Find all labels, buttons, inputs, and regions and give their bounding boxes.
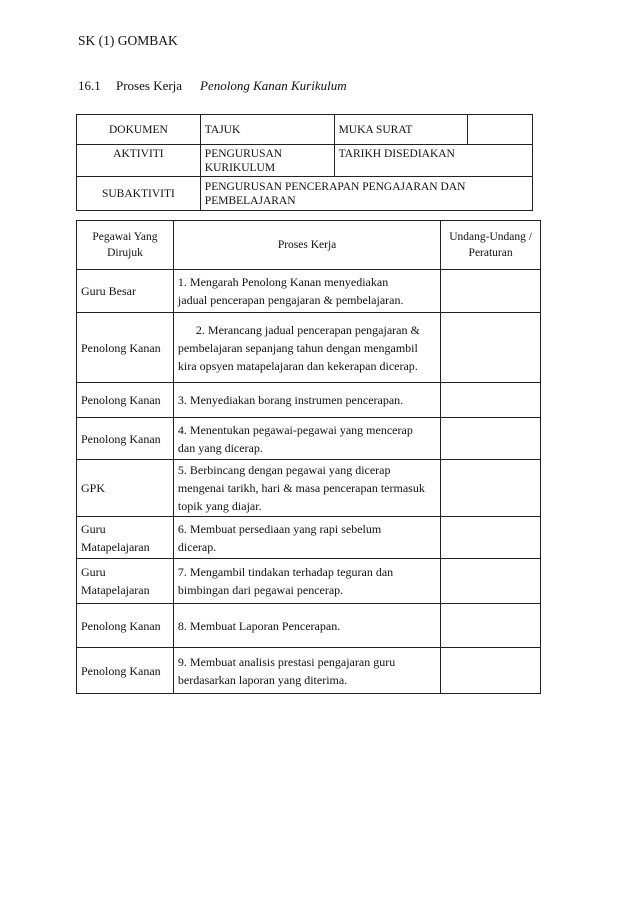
law-cell [441,460,541,517]
table-row [77,648,541,694]
step-continuation: berdasarkan laporan yang diterima. [177,672,348,687]
process-cell [173,383,440,418]
process-cell [173,460,440,517]
law-cell [441,383,541,418]
officer-cell: Guru Matapelajaran [77,517,174,559]
document-label: DOKUMEN [77,115,201,145]
process-cell [173,313,440,383]
officer-cell: Penolong Kanan [77,648,174,694]
table-row [77,383,541,418]
table-row [77,270,541,313]
step-continuation: dicerap. [177,539,217,554]
table-row [77,517,541,559]
step-continuation: pembelajaran sepanjang tahun dengan mengambil kira opsyen matapelajaran dan kekerapan dicerap. [177,340,418,373]
step-continuation: jadual pencerapan pengajaran & pembelajaran. [177,293,404,307]
officer-cell: Penolong Kanan [77,313,174,383]
section-number: 16.1 [78,78,101,93]
process-cell [173,270,440,313]
document-info-table [76,114,533,211]
subactivity-value: PENGURUSAN PENCERAPAN PENGAJARAN DAN PEMBELAJARAN [200,177,532,211]
step-text: 9. Membuat analisis prestasi pengajaran guru [177,654,396,669]
officer-cell: Guru Matapelajaran [77,559,174,604]
page-header: SK (1) GOMBAK [78,33,178,48]
subactivity-label: SUBAKTIVITI [77,177,201,211]
law-cell [441,418,541,460]
title-label: TAJUK [200,115,334,145]
process-cell [173,648,440,694]
process-cell [173,517,440,559]
officer-cell: GPK [77,460,174,517]
section-label: Proses Kerja [116,78,183,93]
step-text: 3. Menyediakan borang instrumen pencerapan. [177,393,404,407]
law-cell [441,648,541,694]
step-text: 4. Menentukan pegawai-pegawai yang mencerap [177,422,413,437]
step-text: 2. Merancang jadual pencerapan pengajaran & [195,322,420,337]
law-header: Undang-Undang / Peraturan [441,221,541,270]
activity-value: PENGURUSAN KURIKULUM [200,145,334,177]
table-row [77,604,541,648]
process-header: Proses Kerja [173,221,440,270]
process-table-header [77,221,541,270]
table-row [77,418,541,460]
page-label: MUKA SURAT [334,115,468,145]
activity-row [77,145,533,177]
page-value [468,115,533,145]
officer-cell: Guru Besar [77,270,174,313]
table-row [77,559,541,604]
table-row [77,460,541,517]
law-cell [441,270,541,313]
step-continuation: bimbingan dari pegawai pencerap. [177,583,344,597]
law-cell [441,517,541,559]
law-cell [441,559,541,604]
section-title: Penolong Kanan Kurikulum [200,78,347,93]
officer-header: Pegawai Yang Dirujuk [77,221,174,270]
document-row [77,115,533,145]
prepared-date-label: TARIKH DISEDIAKAN [334,145,532,177]
process-cell [173,604,440,648]
officer-cell: Penolong Kanan [77,383,174,418]
process-table [76,220,541,694]
law-cell [441,313,541,383]
step-text: 6. Membuat persediaan yang rapi sebelum [177,521,382,536]
activity-label: AKTIVITI [77,145,201,177]
step-text: 8. Membuat Laporan Pencerapan. [177,618,341,633]
process-cell [173,559,440,604]
step-text: 5. Berbincang dengan pegawai yang dicerap [177,463,391,477]
step-continuation: dan yang dicerap. [177,440,263,455]
officer-cell: Penolong Kanan [77,418,174,460]
step-text: 1. Mengarah Penolong Kanan menyediakan [177,275,389,289]
step-continuation: mengenai tarikh, hari & masa pencerapan termasuk topik yang diajar. [177,481,425,513]
process-cell [173,418,440,460]
step-text: 7. Mengambil tindakan terhadap teguran dan [177,565,394,579]
law-cell [441,604,541,648]
officer-cell: Penolong Kanan [77,604,174,648]
subactivity-row [77,177,533,211]
table-row [77,313,541,383]
